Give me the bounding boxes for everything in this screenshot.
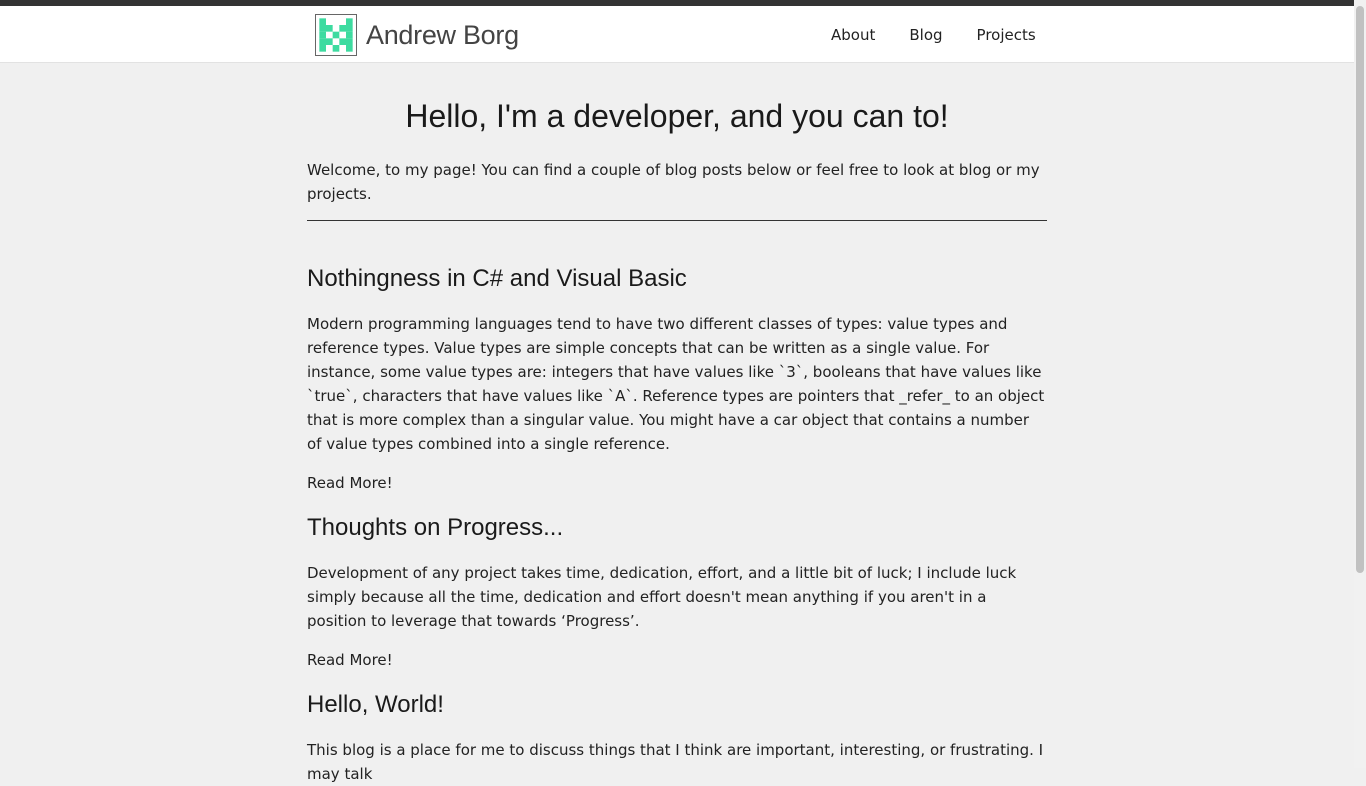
nav-blog-link[interactable]: Blog — [909, 26, 943, 44]
page-title: Hello, I'm a developer, and you can to! — [405, 98, 949, 134]
brand-link[interactable] — [315, 14, 519, 56]
post-title: Thoughts on Progress... — [307, 514, 564, 541]
scrollbar-thumb[interactable] — [1356, 6, 1364, 573]
nav-projects-link[interactable]: Projects — [976, 26, 1036, 44]
main-nav — [831, 26, 1036, 44]
blog-post — [307, 265, 1047, 495]
section-divider — [307, 220, 1047, 221]
post-excerpt: This blog is a place for me to discuss things that I think are important, interesting, or frustrating. I may talk — [307, 741, 1044, 783]
post-title: Hello, World! — [307, 691, 444, 718]
pixel-avatar-icon — [315, 14, 357, 56]
post-excerpt: Modern programming languages tend to have two different classes of types: value types and reference types. Value types are simple concepts that can be written as a single value. For instance, some value types are: integers that have values like `3`, booleans that have values like `true`, characters that have values like `A`. Reference types are pointers that _refer_ to an object that is more complex than a singular value. You might have a car object that contains a number of value types combined into a single reference. — [307, 315, 1045, 453]
nav-about-link[interactable]: About — [831, 26, 876, 44]
blog-post — [307, 691, 1047, 786]
main-content — [307, 62, 1047, 786]
intro-text: Welcome, to my page! You can find a couple of blog posts below or feel free to look at blog or my projects. — [307, 161, 1040, 203]
post-excerpt: Development of any project takes time, dedication, effort, and a little bit of luck; I include luck simply because all the time, dedication and effort doesn't mean anything if you aren't in a position to leverage that towards ‘Progress’. — [307, 564, 1017, 630]
blog-post — [307, 514, 1047, 672]
site-header — [0, 6, 1354, 63]
post-title: Nothingness in C# and Visual Basic — [307, 265, 687, 292]
brand-name: Andrew Borg — [366, 19, 519, 50]
read-more-link[interactable]: Read More! — [307, 651, 393, 669]
read-more-link[interactable]: Read More! — [307, 474, 393, 492]
page-scrollbar[interactable] — [1354, 0, 1366, 768]
